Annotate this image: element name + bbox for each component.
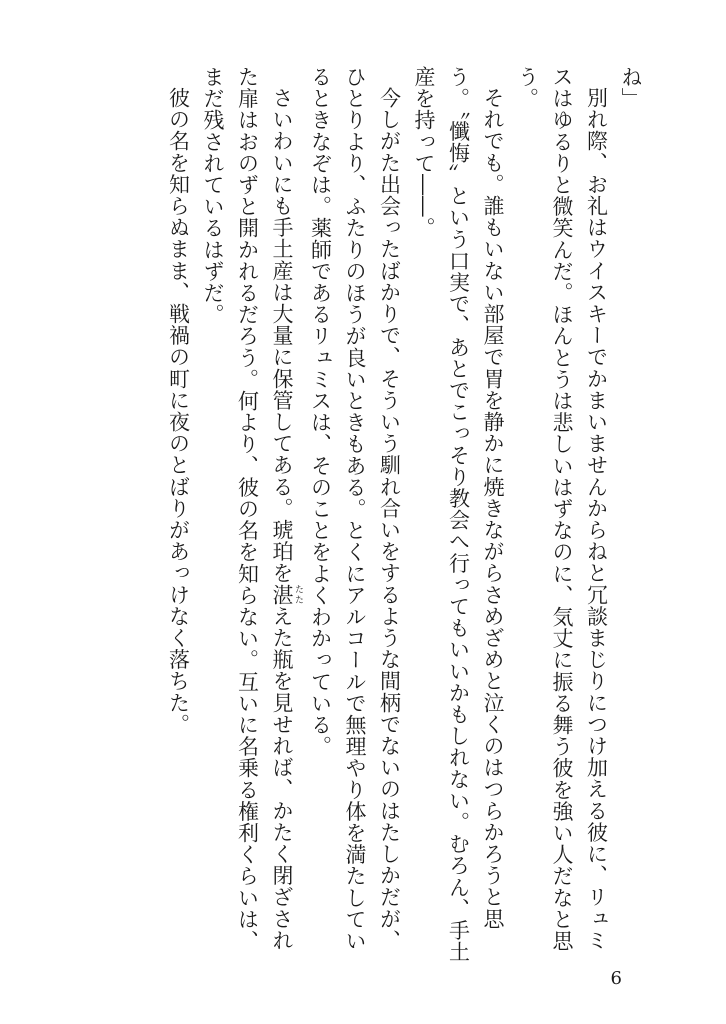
ruby-base-text: 湛	[270, 583, 294, 606]
paragraph-2: 別れ際、お礼はウイスキーでかまいませんからねと冗談まじりにつけ加える彼に、リュミスはゆるりと微笑んだ。ほんとうは悲しいはずなのに、気丈に振る舞う彼を強い人だなと思う。	[515, 66, 609, 952]
vertical-text-body	[161, 66, 648, 966]
ruby-word	[270, 583, 303, 606]
paragraph-3: それでも。誰もいない部屋で胃を静かに焼きながらさめざめと泣くのはつらかろうと思う。〝懺悔〟という口実で、あとでこっそり教会へ行ってもいいかもしれない。むろん、手土産を持って――。	[412, 66, 505, 963]
paragraph-6: 彼の名を知らぬまま、戦禍の町に夜のとばりがあっけなく落ちた。	[166, 87, 191, 735]
paragraph-5-part-2: えた瓶を見せれば、かたく閉ざされた扉はおのずと開かれるだろう。何より、彼の名を知らない。互いに名乗る権利くらいは、まだ残されているはずだ。	[201, 66, 294, 952]
ruby-reading: たた	[293, 583, 303, 606]
paragraph-1: ね」	[619, 66, 643, 110]
paragraph-5-part-1: さいわいにも手土産は大量に保管してある。琥珀を	[270, 87, 294, 584]
paragraph-5	[196, 66, 304, 966]
page-number: 6	[610, 968, 622, 989]
paragraph-4: 今しがた出会ったばかりで、そういう馴れ合いをするような間柄でないのはたしかだが、ひとりより、ふたりのほうが良いときもある。とくにアルコールで無理やり体を満たしているときなぞは。薬師であるリュミスは、そのことをよくわかっている。	[308, 66, 402, 952]
